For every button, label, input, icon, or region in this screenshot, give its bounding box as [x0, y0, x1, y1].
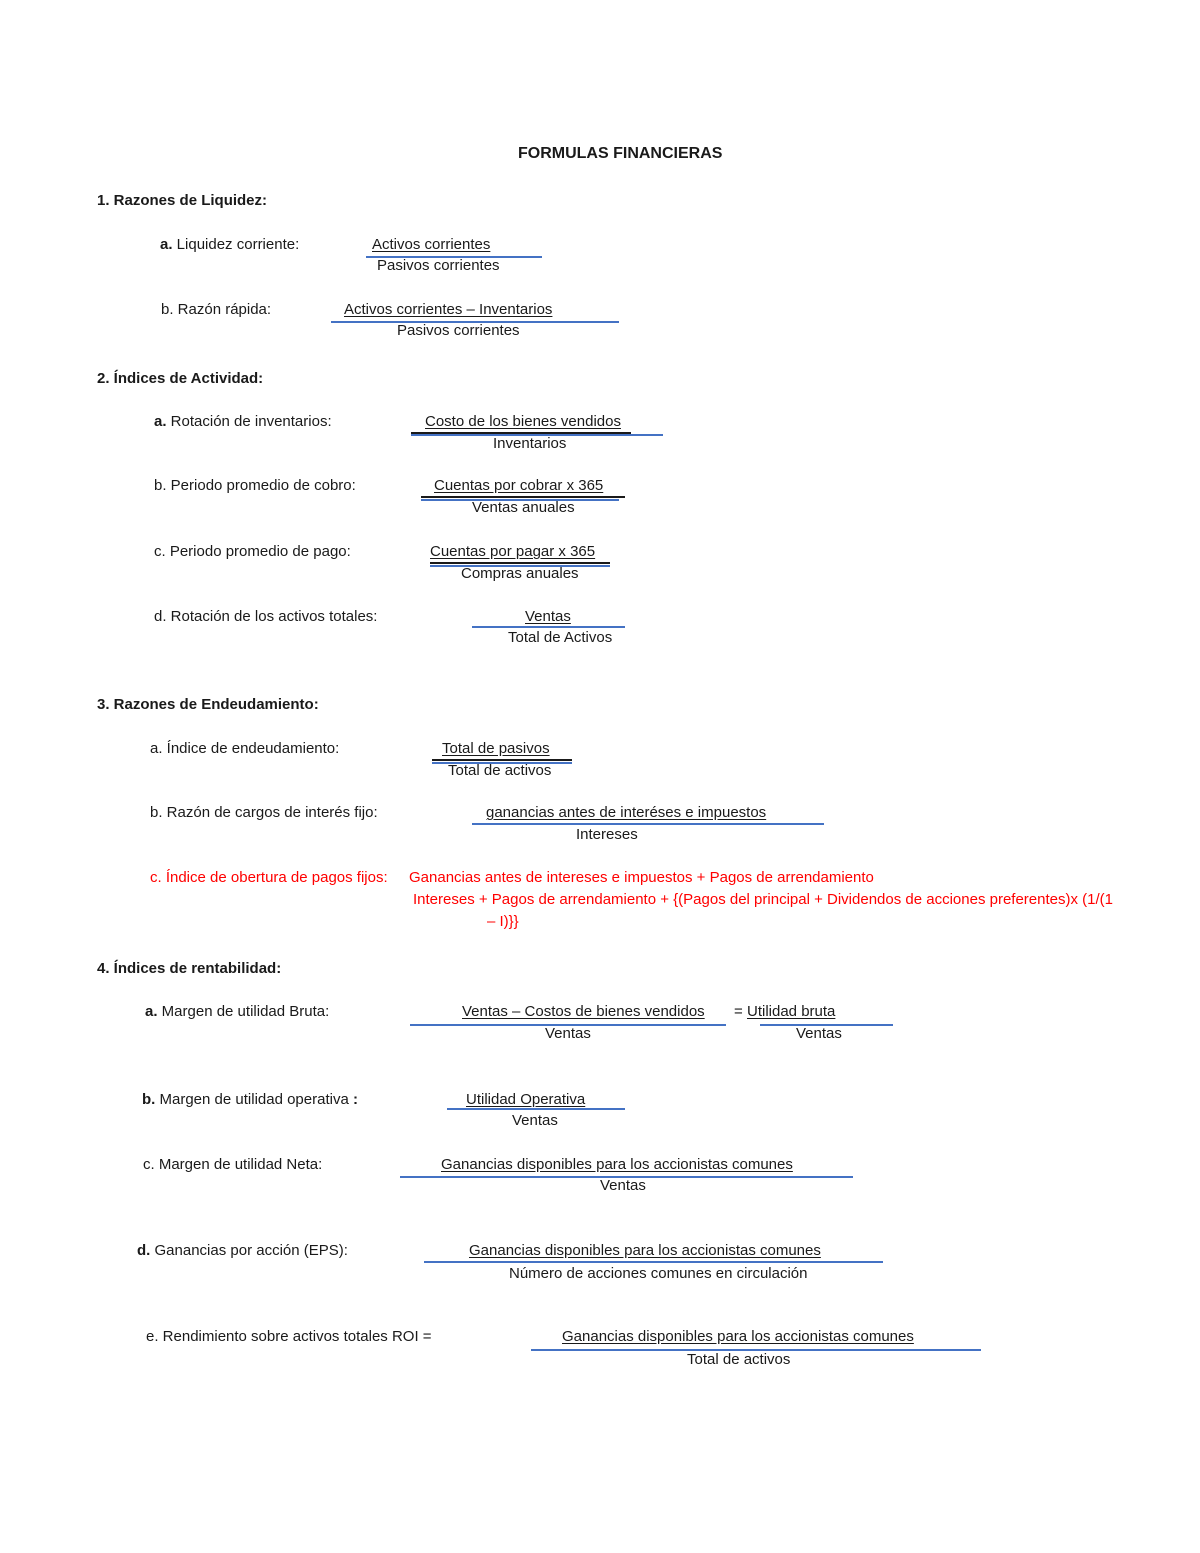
formula-2c-denominator: Compras anuales: [461, 565, 579, 582]
formula-4b-numerator: Utilidad Operativa: [466, 1091, 586, 1108]
fraction-bar: [447, 1108, 625, 1110]
formula-2c-label: c. Periodo promedio de pago:: [154, 543, 351, 560]
fraction-bar: [430, 562, 610, 564]
formula-4a-numerator-2: Utilidad bruta: [747, 1003, 836, 1020]
formula-1a-denominator: Pasivos corrientes: [377, 257, 500, 274]
formula-3b-denominator: Intereses: [576, 826, 638, 843]
formula-4c-denominator: Ventas: [600, 1177, 646, 1194]
formula-3c-denominator: Intereses + Pagos de arrendamiento + {(Pagos del principal + Dividendos de acciones preferentes)x (1/(1: [413, 891, 1113, 908]
fraction-bar: [472, 626, 625, 628]
section-3-heading: 3. Razones de Endeudamiento:: [97, 696, 319, 713]
formula-4a-denominator-2: Ventas: [796, 1025, 842, 1042]
formula-4b-label: b. Margen de utilidad operativa :: [142, 1091, 358, 1108]
formula-4d-numerator: Ganancias disponibles para los accionistas comunes: [469, 1242, 821, 1259]
formula-4a-denominator: Ventas: [545, 1025, 591, 1042]
fraction-bar: [472, 823, 824, 825]
formula-4e-numerator: Ganancias disponibles para los accionistas comunes: [562, 1328, 914, 1345]
formula-3c-label: c. Índice de obertura de pagos fijos:: [150, 869, 388, 886]
formula-4c-label: c. Margen de utilidad Neta:: [143, 1156, 323, 1173]
equals-sign: =: [734, 1003, 743, 1020]
formula-4d-label: d. Ganancias por acción (EPS):: [137, 1242, 348, 1259]
formula-1a-label: a. Liquidez corriente:: [160, 236, 300, 253]
formula-3b-numerator: ganancias antes de interéses e impuestos: [486, 804, 767, 821]
formula-4d-denominator: Número de acciones comunes en circulación: [509, 1265, 808, 1282]
formula-2b-label: b. Periodo promedio de cobro:: [154, 477, 356, 494]
formula-4c-numerator: Ganancias disponibles para los accionistas comunes: [441, 1156, 793, 1173]
formula-4a-label: a. Margen de utilidad Bruta:: [145, 1003, 330, 1020]
formula-2d-denominator: Total de Activos: [508, 629, 613, 646]
fraction-bar: [424, 1261, 883, 1263]
formula-2d-numerator: Ventas: [525, 608, 571, 625]
section-2-heading: 2. Índices de Actividad:: [97, 370, 264, 387]
formula-3c-denominator-cont: – I)}}: [487, 913, 519, 930]
formula-2a-label: a. Rotación de inventarios:: [154, 413, 332, 430]
formula-4a-numerator: Ventas – Costos de bienes vendidos: [462, 1003, 705, 1020]
formula-3b-label: b. Razón de cargos de interés fijo:: [150, 804, 378, 821]
formula-3a-denominator: Total de activos: [448, 762, 552, 779]
formula-1b-numerator: Activos corrientes – Inventarios: [344, 301, 553, 318]
formula-2c-numerator: Cuentas por pagar x 365: [430, 543, 596, 560]
section-1-heading: 1. Razones de Liquidez:: [97, 192, 268, 209]
formula-2b-numerator: Cuentas por cobrar x 365: [434, 477, 604, 494]
formula-2a-denominator: Inventarios: [493, 435, 567, 452]
formula-2b-denominator: Ventas anuales: [472, 499, 575, 516]
page-title: FORMULAS FINANCIERAS: [518, 145, 723, 162]
formula-2a-numerator: Costo de los bienes vendidos: [425, 413, 621, 430]
formula-4e-denominator: Total de activos: [687, 1351, 791, 1368]
formula-1a-numerator: Activos corrientes: [372, 236, 491, 253]
formula-1b-label: b. Razón rápida:: [161, 301, 272, 318]
formula-3a-label: a. Índice de endeudamiento:: [150, 740, 340, 757]
fraction-bar: [421, 496, 625, 498]
fraction-bar: [432, 759, 572, 761]
formula-2d-label: d. Rotación de los activos totales:: [154, 608, 378, 625]
formula-3c-numerator: Ganancias antes de intereses e impuestos + Pagos de arrendamiento: [409, 869, 874, 886]
formula-4e-label: e. Rendimiento sobre activos totales ROI =: [146, 1328, 432, 1345]
section-4-heading: 4. Índices de rentabilidad:: [97, 960, 282, 977]
formula-3a-numerator: Total de pasivos: [442, 740, 550, 757]
formula-1b-denominator: Pasivos corrientes: [397, 322, 520, 339]
formula-4b-denominator: Ventas: [512, 1112, 558, 1129]
